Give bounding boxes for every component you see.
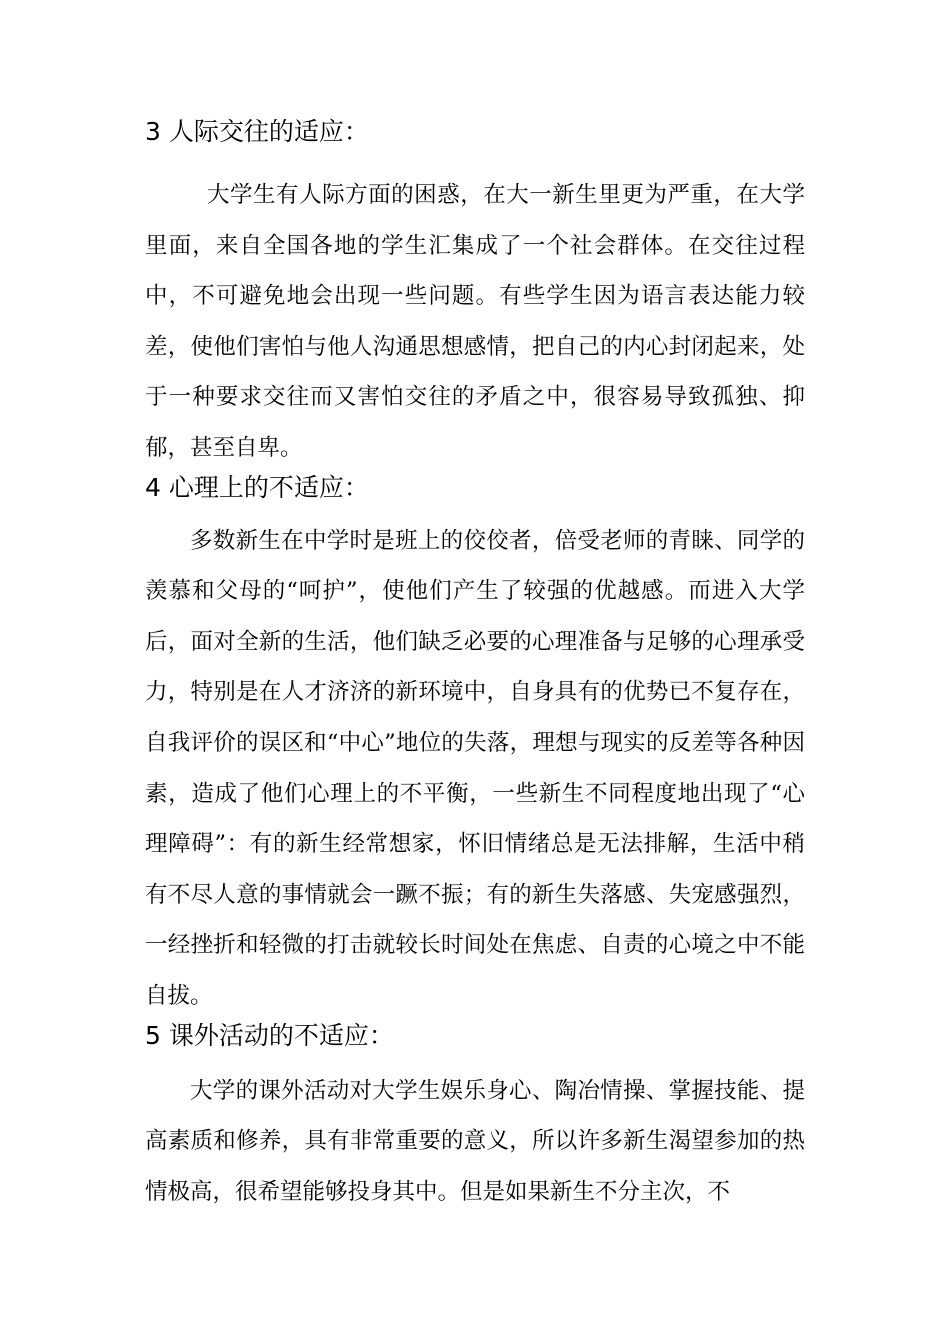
section-paragraph-interpersonal: 大学生有人际方面的困惑，在大一新生里更为严重，在大学里面，来自全国各地的学生汇集成了一个社会群体。在交往过程中，不可避免地会出现一些问题。有些学生因为语言表达能力较差，使他们害怕与他人沟通思想感情，把自己的内心封闭起来，处于一种要求交往而又害怕交往的矛盾之中，很容易导致孤独、抑郁，甚至自卑。 — [145, 182, 805, 461]
section-heading-extracurricular: 5 课外活动的不适应： — [145, 1020, 394, 1050]
section-heading-interpersonal: 3 人际交往的适应： — [145, 117, 369, 146]
section-heading-psychological: 4 心理上的不适应： — [145, 472, 369, 502]
section-paragraph-extracurricular: 大学的课外活动对大学生娱乐身心、陶冶情操、掌握技能、提高素质和修养，具有非常重要的意义，所以许多新生渴望参加的热情极高，很希望能够投身其中。但是如果新生不分主次，不 — [145, 1077, 805, 1205]
section-paragraph-psychological: 多数新生在中学时是班上的佼佼者，倍受老师的青睐、同学的羡慕和父母的“呵护”，使他们产生了较强的优越感。而进入大学后，面对全新的生活，他们缺乏必要的心理准备与足够的心理承受力，特别是在人才济济的新环境中，自身具有的优势已不复存在，自我评价的误区和“中心”地位的失落，理想与现实的反差等各种因素，造成了他们心理上的不平衡，一些新生不同程度地出现了“心理障碍”：有的新生经常想家，怀旧情绪总是无法排解，生活中稍有不尽人意的事情就会一蹶不振；有的新生失落感、失宠感强烈，一经挫折和轻微的打击就较长时间处在焦虑、自责的心境之中不能自拔。 — [145, 527, 805, 1009]
